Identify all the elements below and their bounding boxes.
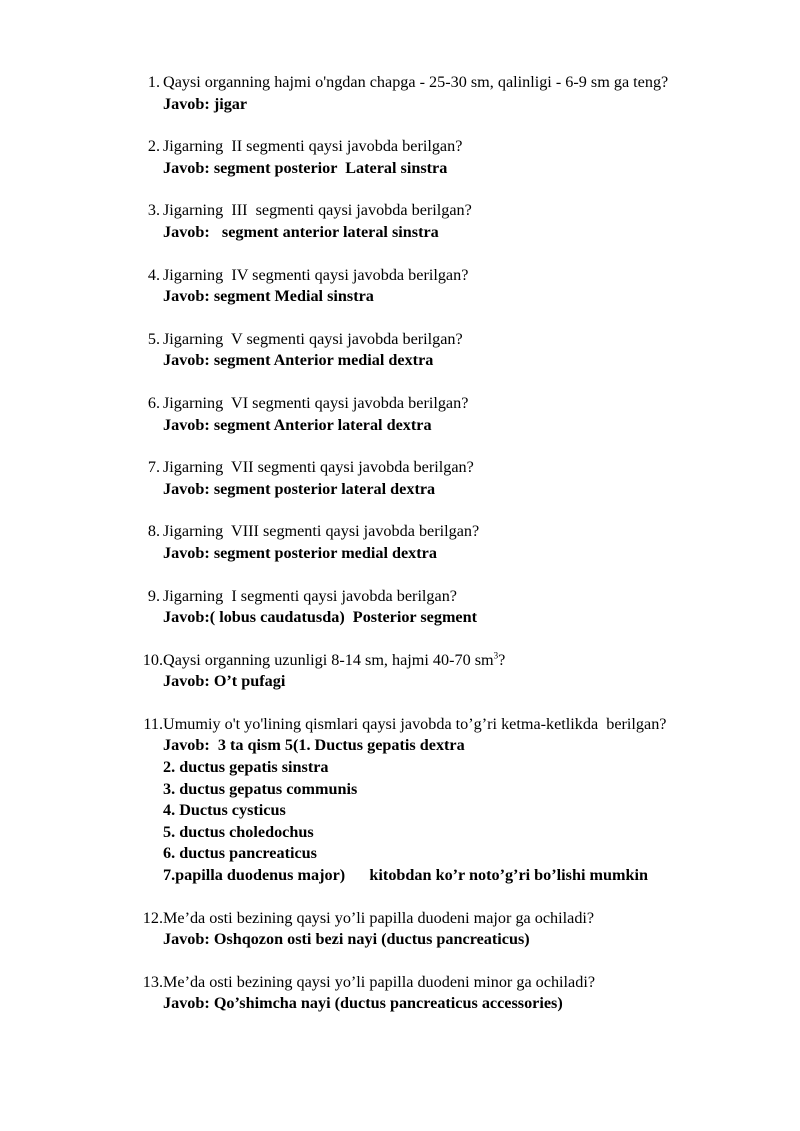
question-text: Jigarning II segmenti qaysi javobda berilgan? — [163, 137, 463, 156]
question-item-9 — [0, 586, 800, 629]
superscript-text: 3 — [493, 650, 499, 661]
answer-list-item: 3. ductus gepatus communis — [163, 779, 358, 798]
question-number: 9. — [147, 586, 160, 605]
question-number: 2. — [147, 137, 160, 156]
question-number: 12. — [142, 908, 163, 927]
answer-text: Javob: O’t pufagi — [163, 672, 286, 691]
question-text: Qaysi organning hajmi o'ngdan chapga - 25-30 sm, qalinligi - 6-9 sm ga teng? — [163, 73, 669, 91]
question-item-3 — [0, 200, 800, 243]
question-item-8 — [0, 521, 800, 564]
question-text: Jigarning VI segmenti qaysi javobda berilgan? — [163, 393, 469, 412]
question-number: 5. — [147, 329, 160, 348]
question-text: Jigarning III segmenti qaysi javobda berilgan? — [163, 201, 472, 220]
question-text: Jigarning VIII segmenti qaysi javobda berilgan? — [163, 522, 480, 541]
answer-text: Javob: jigar — [163, 94, 248, 113]
question-item-1 — [0, 72, 800, 115]
answer-text: Javob: segment posterior Lateral sinstra — [163, 158, 448, 177]
question-text: Me’da osti bezining qaysi yo’li papilla duodeni minor ga ochiladi? — [163, 972, 596, 991]
question-number: 7. — [147, 458, 160, 477]
document-page — [0, 72, 800, 1036]
question-item-2 — [0, 136, 800, 179]
question-number: 8. — [147, 522, 160, 541]
question-item-13 — [0, 972, 800, 1015]
question-item-5 — [0, 329, 800, 372]
answer-list-item: 5. ductus choledochus — [163, 822, 314, 841]
answer-list-item: 6. ductus pancreaticus — [163, 844, 317, 863]
question-number: 13. — [142, 972, 163, 991]
question-text: Jigarning I segmenti qaysi javobda berilgan? — [163, 586, 457, 605]
answer-text: Javob: segment Medial sinstra — [163, 287, 374, 306]
question-text: Jigarning V segmenti qaysi javobda berilgan? — [163, 329, 463, 348]
answer-text: Javob: segment Anterior lateral dextra — [163, 415, 432, 434]
question-list — [0, 72, 800, 1015]
question-number: 6. — [147, 393, 160, 412]
answer-text: Javob: segment Anterior medial dextra — [163, 351, 434, 370]
question-item-7 — [0, 457, 800, 500]
answer-text: Javob:( lobus caudatusda) Posterior segment — [163, 608, 478, 627]
question-item-4 — [0, 265, 800, 308]
answer-text: Javob: segment posterior lateral dextra — [163, 479, 436, 498]
question-item-12 — [0, 908, 800, 951]
answer-text: Javob: segment anterior lateral sinstra — [163, 222, 439, 241]
question-item-11 — [0, 714, 800, 887]
question-text: Jigarning IV segmenti qaysi javobda berilgan? — [163, 265, 469, 284]
question-text-end: ? — [498, 650, 506, 669]
question-number: 11. — [143, 714, 163, 733]
question-text: Jigarning VII segmenti qaysi javobda berilgan? — [163, 458, 474, 477]
question-number: 1. — [147, 73, 160, 91]
question-item-6 — [0, 393, 800, 436]
question-text-main: Qaysi organning uzunligi 8-14 sm, hajmi 40-70 sm — [163, 650, 494, 669]
answer-list-item: 4. Ductus cysticus — [163, 801, 286, 820]
answer-text: Javob: Oshqozon osti bezi nayi (ductus pancreaticus) — [163, 930, 530, 949]
question-number: 10. — [142, 650, 163, 669]
question-item-10 — [0, 650, 800, 693]
question-text: Me’da osti bezining qaysi yo’li papilla duodeni major ga ochiladi? — [163, 908, 595, 927]
question-number: 4. — [147, 265, 160, 284]
answer-text: Javob: segment posterior medial dextra — [163, 543, 437, 562]
answer-list-item: 2. ductus gepatis sinstra — [163, 758, 329, 777]
answer-text: Javob: Qo’shimcha nayi (ductus pancreaticus accessories) — [163, 994, 563, 1013]
question-text — [163, 650, 800, 672]
answer-list-item: 7.papilla duodenus major) kitobdan ko’r noto’g’ri bo’lishi mumkin — [163, 866, 648, 885]
question-text: Umumiy o't yo'lining qismlari qaysi javobda to’g’ri ketma-ketlikda berilgan? — [163, 714, 667, 733]
answer-text: Javob: 3 ta qism 5(1. Ductus gepatis dextra — [163, 736, 465, 755]
question-number: 3. — [147, 201, 160, 220]
